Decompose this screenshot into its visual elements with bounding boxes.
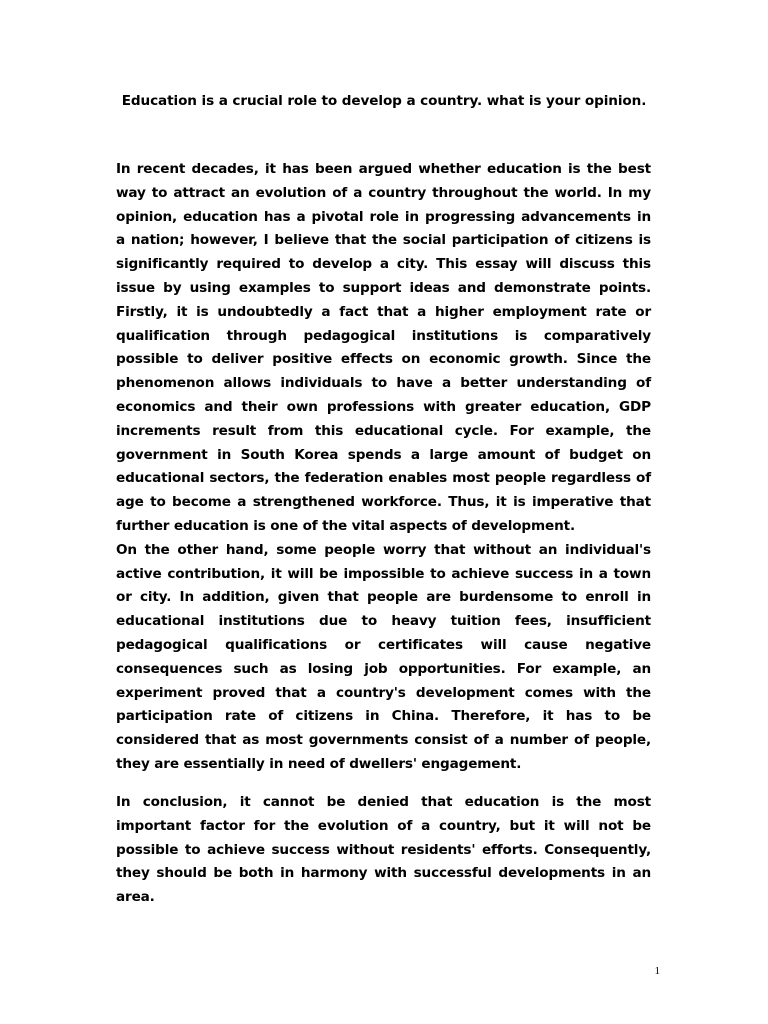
paragraph-other-hand: On the other hand, some people worry that without an individual's active contribution, it will be impossible to achieve success in a town or city. In addition, given that people are burdensome to enroll in educational institutions due to heavy tuition fees, insufficient pedagogical qualifications or certificates will cause negative consequences such as losing job opportunities. For example, an experiment proved that a country's development comes with the participation rate of citizens in China. Therefore, it has to be considered that as most governments consist of a number of people, they are essentially in need of dwellers' engagement. xyxy=(116,541,651,772)
page-number: 1 xyxy=(654,965,660,977)
essay-conclusion-block xyxy=(116,791,651,910)
essay-title: Education is a crucial role to develop a country. what is your opinion. xyxy=(121,93,647,109)
essay-body xyxy=(116,158,651,777)
paragraph-conclusion: In conclusion, it cannot be denied that education is the most important factor for the evolution of a country, but it will not be possible to achieve success without residents' efforts. Consequently, they should be both in harmony with successful developments in an area. xyxy=(116,794,651,906)
paragraph-main: In recent decades, it has been argued whether education is the best way to attract an evolution of a country throughout the world. In my opinion, education has a pivotal role in progressing advancements in a nation; however, I believe that the social participation of citizens is significantly required to develop a city. This essay will discuss this issue by using examples to support ideas and demonstrate points. Firstly, it is undoubtedly a fact that a higher employment rate or qualification through pedagogical institutions is comparatively possible to deliver positive effects on economic growth. Since the phenomenon allows individuals to have a better understanding of economics and their own professions with greater education, GDP increments result from this educational cycle. For example, the government in South Korea spends a large amount of budget on educational sectors, the federation enables most people regardless of age to become a strengthened workforce. Thus, it is imperative that further education is one of the vital aspects of development. xyxy=(116,161,651,534)
